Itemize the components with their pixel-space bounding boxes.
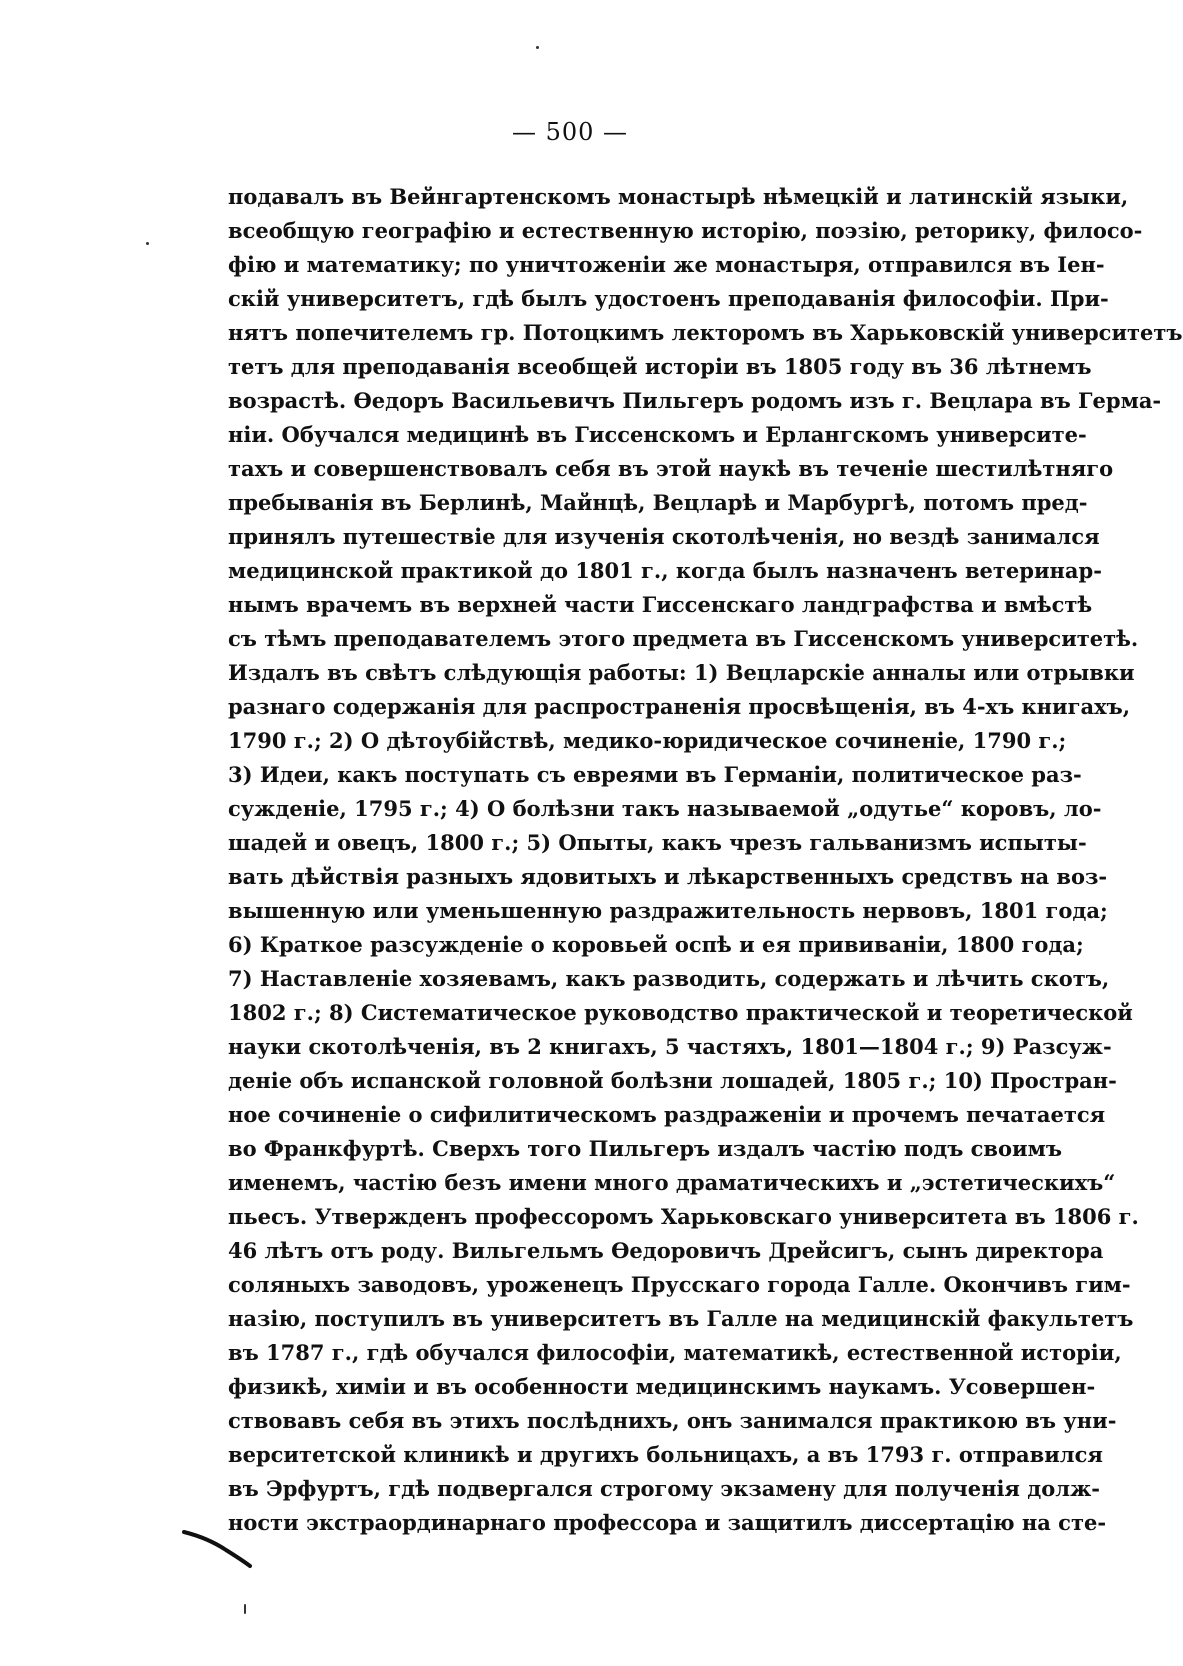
text-line: именемъ, частію безъ имени много драматическихъ и „эстетическихъ“ [228, 1170, 1116, 1195]
text-line: деніе объ испанской головной болѣзни лошадей, 1805 г.; 10) Простран- [228, 1068, 1117, 1093]
text-line: ности экстраординарнаго профессора и защитилъ диссертацію на сте- [228, 1510, 1107, 1535]
text-line: тетъ для преподаванія всеобщей исторіи въ 1805 году въ 36 лѣтнемъ [228, 354, 1092, 379]
text-line: подавалъ въ Вейнгартенскомъ монастырѣ нѣмецкій и латинскій языки, [228, 184, 1129, 209]
text-line: 1790 г.; 2) О дѣтоубійствѣ, медико-юридическое сочиненіе, 1790 г.; [228, 728, 1067, 753]
text-line: ніи. Обучался медицинѣ въ Гиссенскомъ и Ерлангскомъ университе- [228, 422, 1087, 447]
scan-speck [244, 1604, 246, 1614]
text-line: 7) Наставленіе хозяевамъ, какъ разводить, содержать и лѣчить скотъ, [228, 966, 1110, 991]
text-line: физикѣ, химіи и въ особенности медицинскимъ наукамъ. Усовершен- [228, 1374, 1096, 1399]
text-line: 46 лѣтъ отъ роду. Вильгельмъ Өедоровичъ Дрейсигъ, сынъ директора [228, 1238, 1104, 1263]
text-line: соляныхъ заводовъ, уроженецъ Прусскаго города Галле. Окончивъ гим- [228, 1272, 1131, 1297]
text-line: возрастѣ. Өедоръ Васильевичъ Пильгеръ родомъ изъ г. Вецлара въ Герма- [228, 388, 1162, 413]
text-line: науки скотолѣченія, въ 2 книгахъ, 5 частяхъ, 1801—1804 г.; 9) Разсуж- [228, 1034, 1112, 1059]
text-line: сужденіе, 1795 г.; 4) О болѣзни такъ называемой „одутье“ коровъ, ло- [228, 796, 1102, 821]
text-line: разнаго содержанія для распространенія просвѣщенія, въ 4-хъ книгахъ, [228, 694, 1131, 719]
text-line: съ тѣмъ преподавателемъ этого предмета въ Гиссенскомъ университетѣ. [228, 626, 1139, 651]
text-line: медицинской практикой до 1801 г., когда былъ назначенъ ветеринар- [228, 558, 1102, 583]
text-line: вать дѣйствія разныхъ ядовитыхъ и лѣкарственныхъ средствъ на воз- [228, 864, 1108, 889]
text-line: пьесъ. Утвержденъ профессоромъ Харьковскаго университета въ 1806 г. [228, 1204, 1139, 1229]
text-line: 6) Краткое разсужденіе о коровьей оспѣ и ея прививаніи, 1800 года; [228, 932, 1084, 957]
body-text [228, 180, 1183, 1540]
text-line: нятъ попечителемъ гр. Потоцкимъ лекторомъ въ Харьковскій университетъ [228, 320, 1183, 345]
scan-speck [536, 46, 539, 49]
text-line: назію, поступилъ въ университетъ въ Галле на медицинскій факультетъ [228, 1306, 1134, 1331]
text-line: 3) Идеи, какъ поступать съ евреями въ Германіи, политическое раз- [228, 762, 1082, 787]
text-line: 1802 г.; 8) Систематическое руководство практической и теоретической [228, 1000, 1133, 1025]
text-line: скій университетъ, гдѣ былъ удостоенъ преподаванія философіи. При- [228, 286, 1109, 311]
scan-speck [146, 242, 149, 245]
text-line: вышенную или уменьшенную раздражительность нервовъ, 1801 года; [228, 898, 1108, 923]
text-line: тахъ и совершенствовалъ себя въ этой наукѣ въ теченіе шестилѣтняго [228, 456, 1114, 481]
text-line: шадей и овецъ, 1800 г.; 5) Опыты, какъ чрезъ гальванизмъ испыты- [228, 830, 1087, 855]
page-number: — 500 — [511, 118, 629, 146]
text-line: пребыванія въ Берлинѣ, Майнцѣ, Вецларѣ и Марбургѣ, потомъ пред- [228, 490, 1088, 515]
text-line: ствовавъ себя въ этихъ послѣднихъ, онъ занимался практикою въ уни- [228, 1408, 1117, 1433]
text-line: всеобщую географію и естественную исторію, поэзію, реторику, филосо- [228, 218, 1143, 243]
text-line: нымъ врачемъ въ верхней части Гиссенскаго ландграфства и вмѣстѣ [228, 592, 1093, 617]
text-line: фію и математику; по уничтоженіи же монастыря, отправился въ Іен- [228, 252, 1105, 277]
text-line: Издалъ въ свѣтъ слѣдующія работы: 1) Вецларскіе анналы или отрывки [228, 660, 1135, 685]
text-line: ное сочиненіе о сифилитическомъ раздраженіи и прочемъ печатается [228, 1102, 1106, 1127]
text-line: въ 1787 г., гдѣ обучался философіи, математикѣ, естественной исторіи, [228, 1340, 1122, 1365]
text-line: принялъ путешествіе для изученія скотолѣченія, но вездѣ занимался [228, 524, 1100, 549]
ink-stroke-mark [182, 1528, 254, 1568]
text-line: во Франкфуртѣ. Сверхъ того Пильгеръ издалъ частію подъ своимъ [228, 1136, 1062, 1161]
text-line: въ Эрфуртъ, гдѣ подвергался строгому экзамену для полученія долж- [228, 1476, 1100, 1501]
text-line: верситетской клиникѣ и другихъ больницахъ, а въ 1793 г. отправился [228, 1442, 1103, 1467]
